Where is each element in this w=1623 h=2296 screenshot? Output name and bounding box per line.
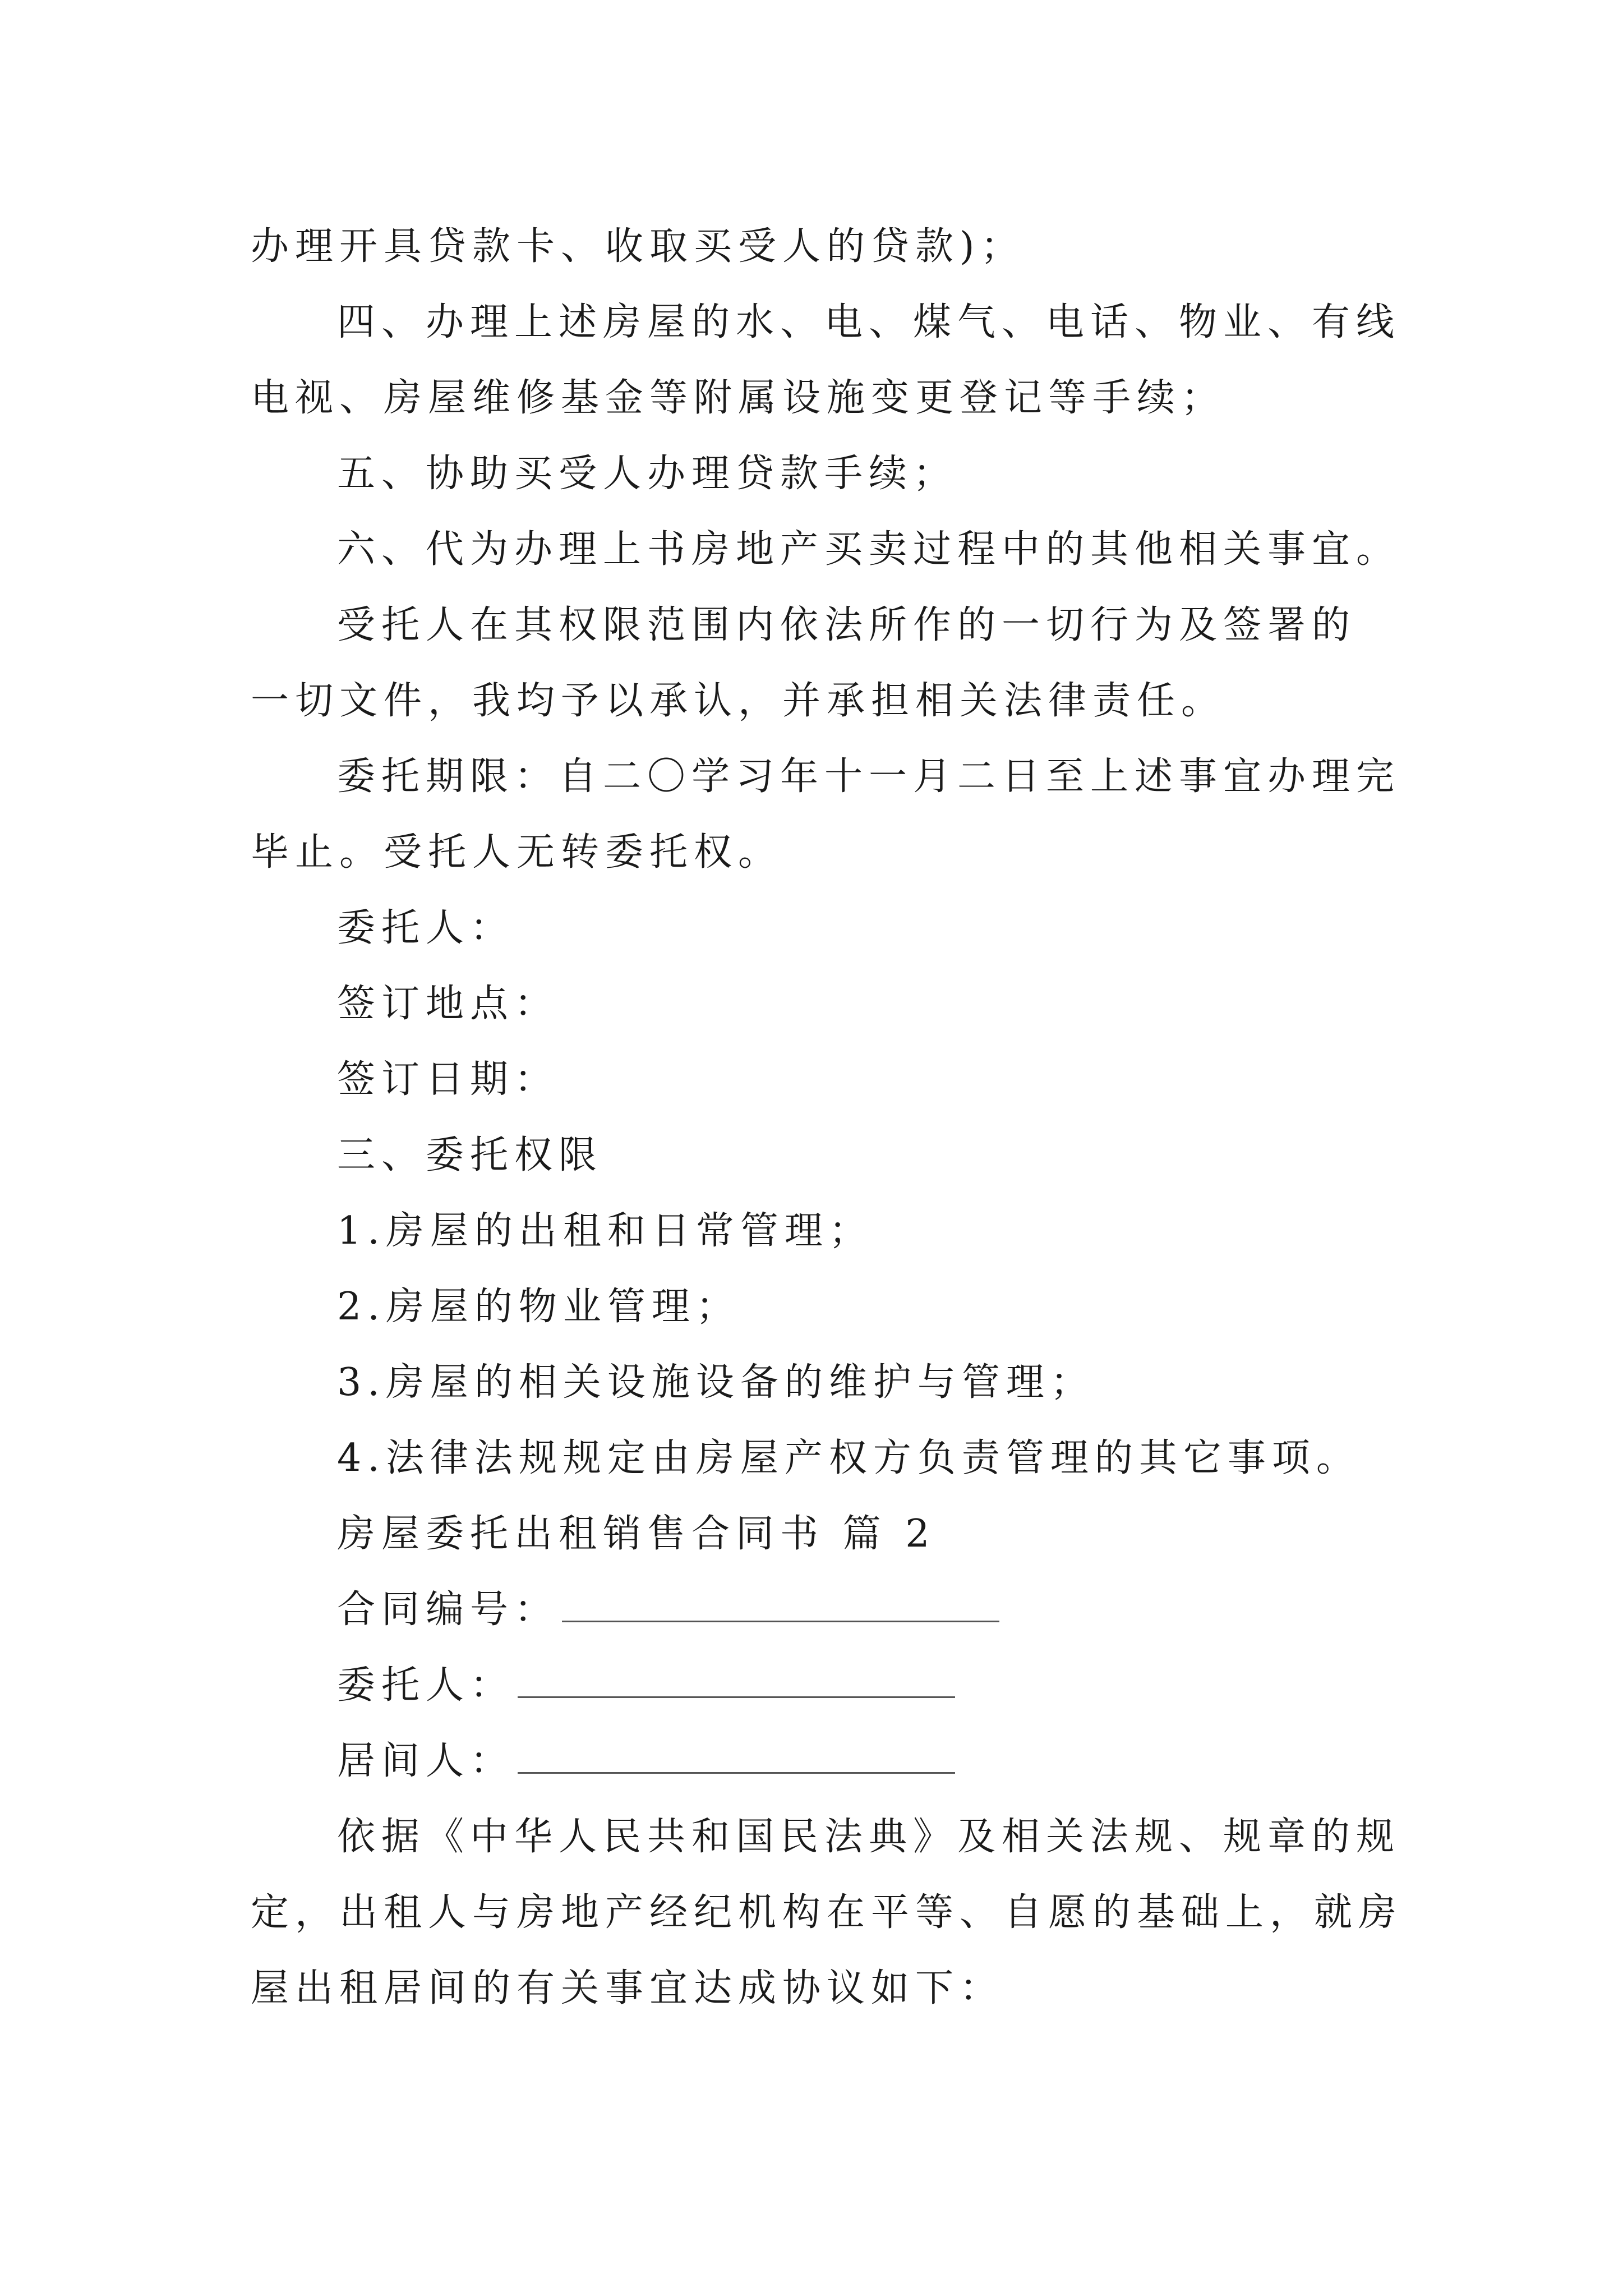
contract-number-blank [562, 1587, 999, 1622]
contract-number-label: 合同编号： [337, 1588, 559, 1632]
signature-label: 委托人： [337, 906, 515, 950]
list-item: 3.房屋的相关设施设备的维护与管理； [337, 1360, 1095, 1405]
paragraph-line: 毕止。受托人无转委托权。 [251, 830, 783, 875]
contract-title: 房屋委托出租销售合同书 篇 2 [337, 1512, 936, 1556]
list-item: 1.房屋的出租和日常管理； [337, 1209, 873, 1253]
paragraph-line: 电视、房屋维修基金等附属设施变更登记等手续； [251, 376, 1226, 420]
intermediary-label: 居间人： [337, 1739, 515, 1783]
paragraph-line: 委托期限：自二〇学习年十一月二日至上述事宜办理完 [337, 754, 1401, 799]
paragraph-line: 五、协助买受人办理贷款手续； [337, 452, 958, 496]
section-heading: 三、委托权限 [337, 1133, 603, 1177]
signing-place-label: 签订地点： [337, 982, 559, 1026]
list-item: 4.法律法规规定由房屋产权方负责管理的其它事项。 [337, 1436, 1361, 1480]
principal-blank [518, 1663, 955, 1698]
principal-row [337, 1658, 1397, 1714]
paragraph-line: 六、代为办理上书房地产买卖过程中的其他相关事宜。 [337, 527, 1401, 572]
paragraph-line: 受托人在其权限范围内依法所作的一切行为及签署的 [337, 603, 1357, 647]
signing-date-label: 签订日期： [337, 1057, 559, 1102]
list-item: 2.房屋的物业管理； [337, 1285, 740, 1329]
paragraph-line: 依据《中华人民共和国民法典》及相关法规、规章的规 [337, 1815, 1401, 1859]
paragraph-line: 屋出租居间的有关事宜达成协议如下： [251, 1966, 1004, 2010]
intermediary-blank [518, 1738, 955, 1774]
paragraph-line: 四、办理上述房屋的水、电、煤气、电话、物业、有线 [337, 300, 1401, 344]
intermediary-row [337, 1733, 1397, 1789]
paragraph-line: 定，出租人与房地产经纪机构在平等、自愿的基础上，就房 [251, 1890, 1403, 1935]
principal-label: 委托人： [337, 1663, 515, 1708]
paragraph-line: 一切文件，我均予以承认，并承担相关法律责任。 [251, 679, 1226, 723]
paragraph-line: 办理开具贷款卡、收取买受人的贷款)； [251, 224, 1025, 269]
contract-number-row [337, 1582, 1397, 1638]
